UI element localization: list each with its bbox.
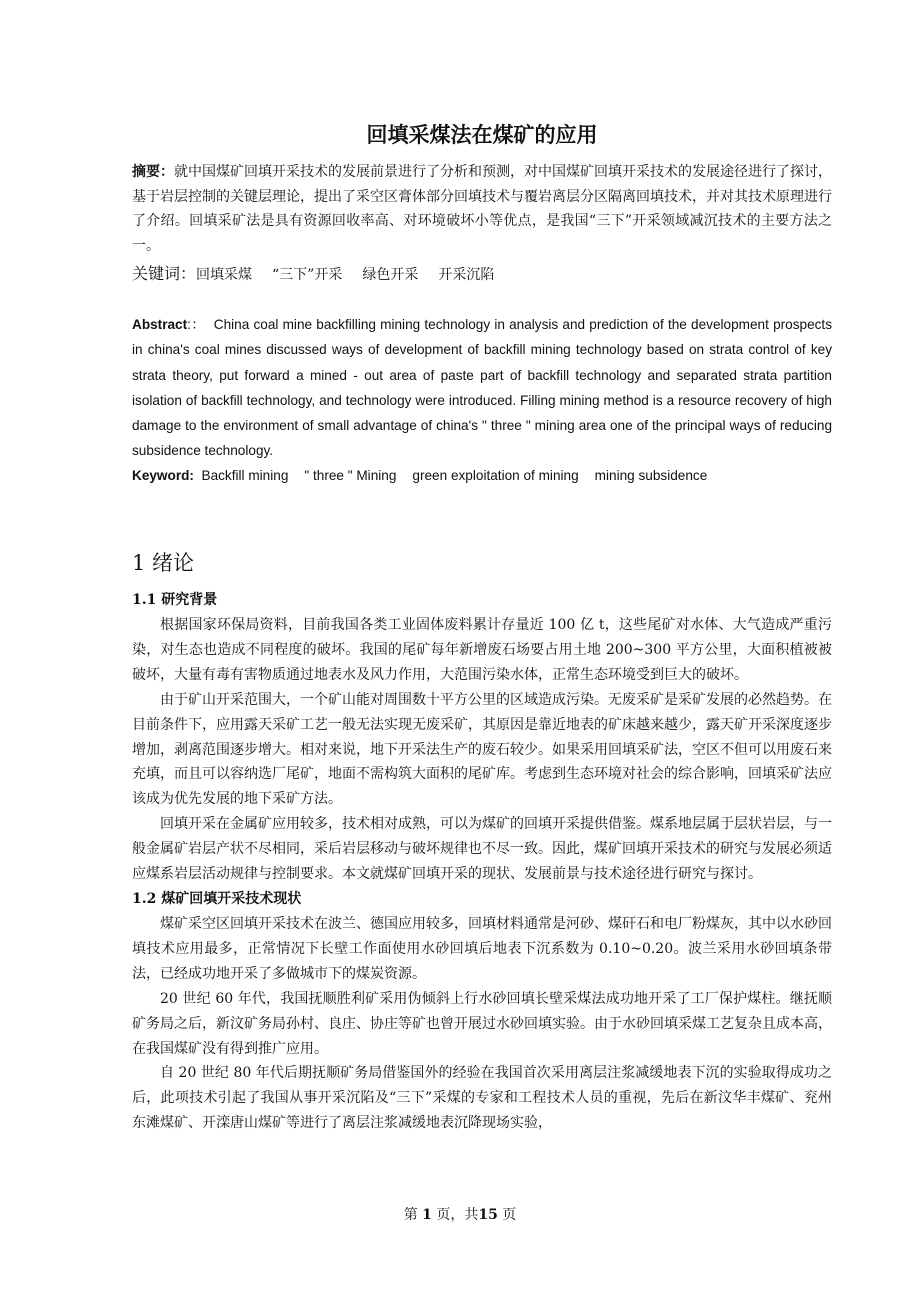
keywords-cn bbox=[132, 262, 832, 287]
section-heading: 1 绪论 bbox=[132, 551, 195, 575]
abstract-cn-text: 就中国煤矿回填开采技术的发展前景进行了分析和预测，对中国煤矿回填开采技术的发展途径进行了探讨，基于岩层控制的关键层理论，提出了采空区膏体部分回填技术与覆岩离层分区隔离回填技术，并对其技术原理进行了介绍。回填采矿法是具有资源回收率高、对环境破坏小等优点，是我国“三下”开采领域减沉技术的主要方法之一。 bbox=[132, 164, 832, 254]
footer-page-number: 1 bbox=[422, 1207, 432, 1223]
keyword-cn: 绿色开采 bbox=[362, 267, 419, 283]
paragraph: 20 世纪 60 年代，我国抚顺胜利矿采用伪倾斜上行水砂回填长壁采煤法成功地开采了工厂保护煤柱。继抚顺矿务局之后，新汶矿务局孙村、良庄、协庄等矿也曾开展过水砂回填实验。由于水砂回填采煤工艺复杂且成本高，在我国煤矿没有得到推广应用。 bbox=[132, 990, 832, 1057]
footer-middle: 页，共 bbox=[436, 1207, 479, 1223]
abstract-en bbox=[132, 312, 832, 464]
paragraph: 自 20 世纪 80 年代后期抚顺矿务局借鉴国外的经验在我国首次采用离层注浆减缓地表下沉的实验取得成功之后，此项技术引起了我国从事开采沉陷及“三下”采煤的专家和工程技术人员的重视，先后在新汶华丰煤矿、兖州东滩煤矿、开滦唐山煤矿等进行了离层注浆减缓地表沉降现场实验， bbox=[132, 1065, 832, 1132]
subsection-heading: 1.1 研究背景 bbox=[132, 592, 218, 608]
footer-suffix: 页 bbox=[502, 1207, 517, 1223]
abstract-en-label: Abstract bbox=[132, 317, 188, 332]
paragraph: 由于矿山开采范围大，一个矿山能对周围数十平方公里的区域造成污染。无废采矿是采矿发展的必然趋势。在目前条件下，应用露天采矿工艺一般无法实现无废采矿，其原因是靠近地表的矿床越来越少，露天矿开采深度逐步增加，剥离范围逐步增大。相对来说，地下开采法生产的废石较少。如果采用回填采矿法，空区不但可以用废石来充填，而且可以容纳选厂尾矿，地面不需构筑大面积的尾矿库。考虑到生态环境对社会的综合影响，回填采矿法应该成为优先发展的地下采矿方法。 bbox=[132, 691, 832, 808]
keyword-en: mining subsidence bbox=[594, 468, 708, 483]
section-body bbox=[132, 588, 832, 1136]
keyword-en: Backfill mining bbox=[201, 468, 289, 483]
abstract-cn bbox=[132, 160, 832, 258]
subsection-heading: 1.2 煤矿回填开采技术现状 bbox=[132, 890, 302, 907]
footer-prefix: 第 bbox=[403, 1207, 418, 1223]
abstract-en-sep: :： bbox=[187, 317, 206, 332]
paragraph: 回填开采在金属矿应用较多，技术相对成熟，可以为煤矿的回填开采提供借鉴。煤系地层属于层状岩层，与一般金属矿岩层产状不尽相同，采后岩层移动与破坏规律也不尽一致。因此，煤矿回填开采技术的研究与发展必须适应煤系岩层活动规律与控制要求。本文就煤矿回填开采的现状、发展前景与技术途径进行研究与探讨。 bbox=[132, 816, 832, 883]
keywords-en-label: Keyword: bbox=[132, 468, 194, 483]
abstract-cn-label: 摘要： bbox=[132, 164, 174, 180]
keyword-en: " three " Mining bbox=[304, 468, 397, 483]
paragraph: 根据国家环保局资料，目前我国各类工业固体废料累计存量近 100 亿 t，这些尾矿对水体、大气造成严重污染，对生态也造成不同程度的破坏。我国的尾矿每年新增废石场要占用土地 200~300 平方公里，大面积植被被破坏，大量有毒有害物质通过地表水及风力作用，大范围污染水体，正常生态环境受到巨大的破坏。 bbox=[132, 617, 832, 683]
keywords-en bbox=[132, 463, 832, 488]
keyword-cn: 回填采煤 bbox=[196, 267, 253, 283]
keyword-cn: 开采沉陷 bbox=[438, 267, 495, 283]
keywords-cn-label: 关键词： bbox=[132, 264, 197, 283]
keyword-en: green exploitation of mining bbox=[412, 468, 579, 483]
keyword-cn: “三下”开采 bbox=[272, 267, 343, 283]
page-footer bbox=[0, 1204, 920, 1226]
footer-page-total: 15 bbox=[478, 1207, 498, 1223]
paragraph: 煤矿采空区回填开采技术在波兰、德国应用较多，回填材料通常是河砂、煤矸石和电厂粉煤灰，其中以水砂回填技术应用最多，正常情况下长壁工作面使用水砂回填后地表下沉系数为 0.10~0.20。波兰采用水砂回填条带法，已经成功地开采了多做城市下的煤炭资源。 bbox=[132, 915, 832, 982]
paper-title: 回填采煤法在煤矿的应用 bbox=[366, 123, 598, 147]
abstract-en-text: China coal mine backfilling mining technology in analysis and prediction of the development prospects in china's coal mines discussed ways of development of backfill mining technology based on strata control of key strata theory, put forward a mined - out area of paste part of backfill technology and separated strata partition isolation of backfill technology, and technology were introduced. Filling mining method is a resource recovery of high damage to the environment of small advantage of china's " three " mining area one of the principal ways of reducing subsidence technology. bbox=[132, 317, 833, 459]
